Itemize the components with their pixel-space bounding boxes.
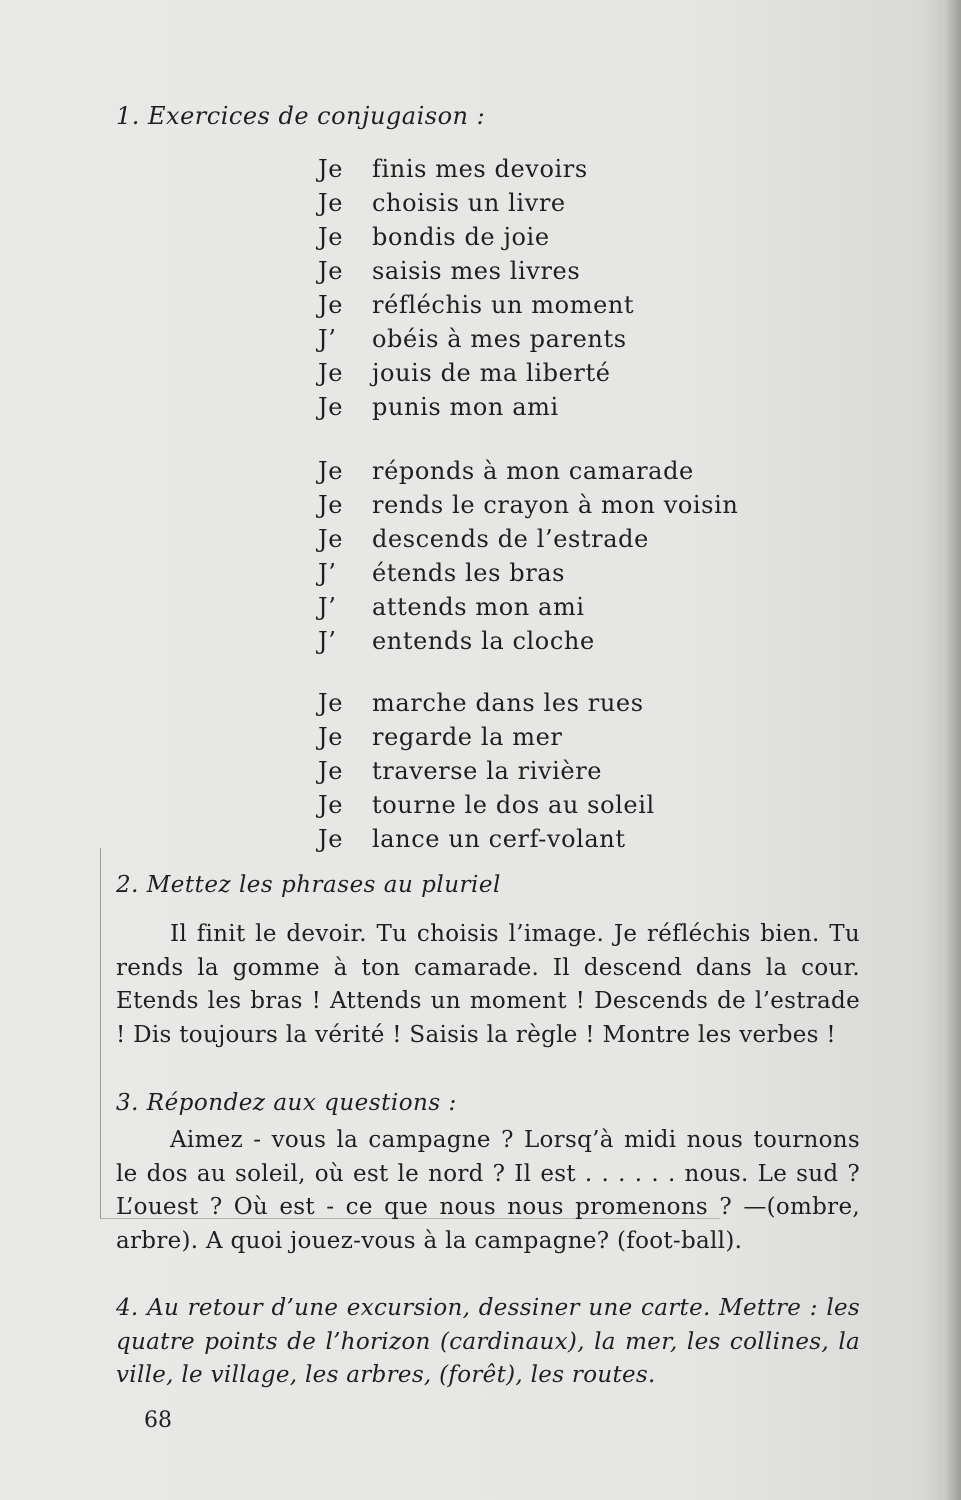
exercise3-body: Aimez - vous la campagne ? Lorsq’à midi nous tournons le dos au soleil, où est le nord ? Il est . . . . . . nous. Le sud ? L’ouest ? Où est - ce que nous nous promenons ? —(ombre, arbre). A quoi jouez-vous à la campagne? (foot-ball). <box>116 1127 860 1254</box>
conjugation-group-3 <box>318 686 655 856</box>
frame-line-left <box>100 848 101 1218</box>
conjugation-line <box>318 624 738 658</box>
verb-phrase: lance un cerf-volant <box>372 825 626 853</box>
pronoun: Je <box>318 757 344 785</box>
verb-phrase: rends le crayon à mon voisin <box>372 491 739 519</box>
pronoun: Je <box>318 257 344 285</box>
pronoun: J’ <box>318 627 337 655</box>
pronoun: Je <box>318 791 344 819</box>
pronoun: Je <box>318 825 344 853</box>
verb-phrase: tourne le dos au soleil <box>372 791 655 819</box>
verb-phrase: finis mes devoirs <box>372 155 588 183</box>
conjugation-line <box>318 720 655 754</box>
conjugation-line <box>318 288 634 322</box>
conjugation-line <box>318 590 738 624</box>
verb-phrase: entends la cloche <box>372 627 595 655</box>
verb-phrase: réfléchis un moment <box>372 291 635 319</box>
conjugation-line <box>318 822 655 856</box>
verb-phrase: obéis à mes parents <box>372 325 627 353</box>
verb-phrase: choisis un livre <box>372 189 566 217</box>
exercise3-heading: 3. Répondez aux questions : <box>116 1090 457 1116</box>
pronoun: Je <box>318 393 344 421</box>
pronoun: J’ <box>318 325 337 353</box>
exercise2-body: Il finit le devoir. Tu choisis l’image. Je réfléchis bien. Tu rends la gomme à ton camarade. Il descend dans la cour. Etends les bras ! Attends un moment ! Descends de l’estrade ! Dis toujours la vérité ! Saisis la règle ! Montre les verbes ! <box>116 921 860 1048</box>
verb-phrase: regarde la mer <box>372 723 563 751</box>
verb-phrase: traverse la rivière <box>372 757 603 785</box>
verb-phrase: bondis de joie <box>372 223 550 251</box>
verb-phrase: jouis de ma liberté <box>372 359 611 387</box>
conjugation-line <box>318 454 738 488</box>
pronoun: Je <box>318 525 344 553</box>
conjugation-group-2 <box>318 454 738 658</box>
pronoun: Je <box>318 723 344 751</box>
conjugation-line <box>318 522 738 556</box>
conjugation-group-1 <box>318 152 634 424</box>
pronoun: Je <box>318 689 344 717</box>
exercise1-heading: 1. Exercices de conjugaison : <box>116 102 486 130</box>
pronoun: Je <box>318 155 344 183</box>
page-edge-shadow <box>943 0 961 1500</box>
conjugation-line <box>318 390 634 424</box>
pronoun: Je <box>318 223 344 251</box>
conjugation-line <box>318 152 634 186</box>
conjugation-line <box>318 556 738 590</box>
pronoun: J’ <box>318 559 337 587</box>
conjugation-line <box>318 686 655 720</box>
exercise2-heading: 2. Mettez les phrases au pluriel <box>116 872 501 898</box>
verb-phrase: saisis mes livres <box>372 257 581 285</box>
verb-phrase: descends de l’estrade <box>372 525 649 553</box>
conjugation-line <box>318 754 655 788</box>
conjugation-line <box>318 488 738 522</box>
page-number: 68 <box>144 1408 172 1433</box>
pronoun: Je <box>318 189 344 217</box>
conjugation-line <box>318 186 634 220</box>
conjugation-line <box>318 356 634 390</box>
verb-phrase: marche dans les rues <box>372 689 644 717</box>
conjugation-line <box>318 254 634 288</box>
verb-phrase: réponds à mon camarade <box>372 457 694 485</box>
verb-phrase: étends les bras <box>372 559 566 587</box>
exercise4-text: 4. Au retour d’une excursion, dessiner une carte. Mettre : les quatre points de l’horizon (cardinaux), la mer, les collines, la ville, le village, les arbres, (forêt), les routes. <box>116 1295 860 1388</box>
pronoun: Je <box>318 457 344 485</box>
conjugation-line <box>318 322 634 356</box>
pronoun: Je <box>318 291 344 319</box>
pronoun: Je <box>318 359 344 387</box>
verb-phrase: punis mon ami <box>372 393 559 421</box>
pronoun: J’ <box>318 593 337 621</box>
conjugation-line <box>318 788 655 822</box>
pronoun: Je <box>318 491 344 519</box>
verb-phrase: attends mon ami <box>372 593 585 621</box>
conjugation-line <box>318 220 634 254</box>
